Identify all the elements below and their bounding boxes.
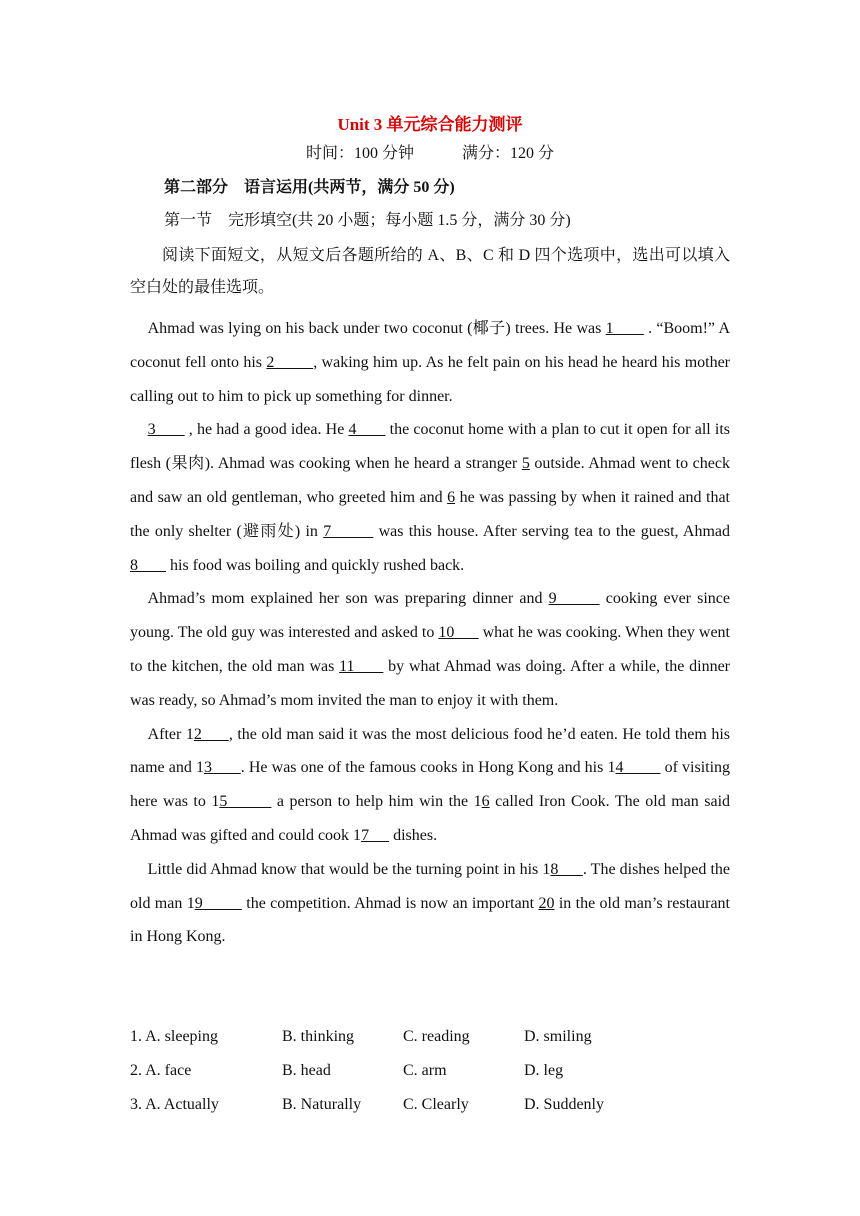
- answer-blank: 9: [194, 894, 242, 912]
- option-d: D. Suddenly: [524, 1095, 604, 1113]
- answer-blank: 3: [147, 421, 185, 439]
- option-b: B. Naturally: [282, 1095, 362, 1113]
- option-a: 2. A. face: [130, 1061, 192, 1079]
- answer-blank: 2: [266, 353, 314, 371]
- question-row: [130, 1054, 730, 1088]
- subsection-heading: 第一节 完形填空(共 20 小题；每小题 1.5 分，满分 30 分): [164, 212, 571, 229]
- option-d: D. leg: [524, 1061, 564, 1079]
- question-options: [130, 1020, 730, 1121]
- answer-blank: 1: [605, 320, 644, 337]
- answer-blank: 8: [550, 860, 583, 878]
- answer-blank: 7: [323, 522, 374, 540]
- answer-blank: 9: [548, 590, 600, 608]
- question-row: [130, 1020, 730, 1054]
- option-d: D. smiling: [524, 1028, 592, 1045]
- answer-blank: 11: [339, 657, 384, 675]
- passage-paragraph: 3 , he had a good idea. He 4 the coconut home with a plan to cut it open for all its flesh (果肉). Ahmad was cooking when he heard a stranger 5 outside. Ahmad went to check and saw an old gentleman, who greeted him and 6 he was passing by when it rained and that the only shelter (避雨处) in 7 was this house. After serving tea to the guest, Ahmad 8 his food was boiling and quickly rushed back.: [130, 421, 731, 574]
- option-b: B. thinking: [282, 1028, 355, 1045]
- answer-blank: 6: [481, 793, 490, 811]
- instructions: 阅读下面短文，从短文后各题所给的 A、B、C 和 D 四个选项中，选出可以填入空白处的最佳选项。: [130, 247, 730, 296]
- answer-blank: 10: [438, 624, 479, 642]
- option-b: B. head: [282, 1061, 331, 1079]
- cloze-passage: [130, 312, 730, 954]
- answer-blank: 4: [615, 759, 661, 777]
- answer-blank: 4: [348, 421, 386, 439]
- answer-blank: 8: [130, 556, 166, 574]
- passage-paragraph: Ahmad was lying on his back under two coconut (椰子) trees. He was 1 . “Boom!” A coconut fell onto his 2 , waking him up. As he felt pain on his head he heard his mother calling out to him to pick up something for dinner.: [130, 320, 731, 405]
- option-a: 3. A. Actually: [130, 1095, 219, 1113]
- passage-paragraph: After 12 , the old man said it was the most delicious food he’d eaten. He told them his name and 13 . He was one of the famous cooks in Hong Kong and his 14 of visiting here was to 15 a person to help him win the 16 called Iron Cook. The old man said Ahmad was gifted and could cook 17 dishes.: [130, 725, 731, 844]
- page-title: Unit 3 单元综合能力测评: [337, 115, 523, 134]
- section-heading: 第二部分 语言运用(共两节，满分 50 分): [164, 179, 455, 196]
- answer-blank: 6: [447, 488, 456, 506]
- answer-blank: 3: [203, 759, 241, 777]
- passage-paragraph: Little did Ahmad know that would be the turning point in his 18 . The dishes helped the old man 19 the competition. Ahmad is now an important 20 in the old man’s restaurant in Hong Kong.: [130, 860, 730, 946]
- answer-blank: 20: [538, 894, 555, 912]
- exam-time-info: 时间：100 分钟 满分：120 分: [305, 145, 554, 162]
- answer-blank: 2: [193, 725, 229, 743]
- answer-blank: 7: [361, 826, 390, 844]
- option-a: 1. A. sleeping: [130, 1028, 218, 1045]
- answer-blank: 5: [521, 455, 530, 473]
- question-row: [130, 1088, 730, 1122]
- answer-blank: 5: [219, 793, 272, 811]
- option-c: C. arm: [403, 1061, 447, 1079]
- passage-paragraph: Ahmad’s mom explained her son was preparing dinner and 9 cooking ever since young. The old guy was interested and asked to 10 what he was cooking. When they went to the kitchen, the old man was 11 by what Ahmad was doing. After a while, the dinner was ready, so Ahmad’s mom invited the man to enjoy it with them.: [130, 590, 731, 709]
- option-c: C. Clearly: [403, 1095, 469, 1113]
- option-c: C. reading: [403, 1028, 470, 1045]
